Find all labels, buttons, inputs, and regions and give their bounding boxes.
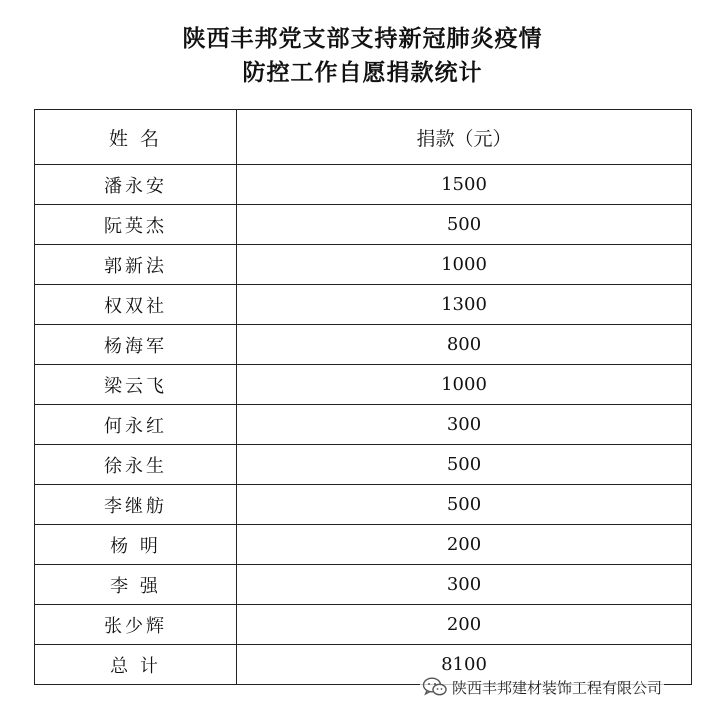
table-row: [35, 325, 692, 365]
table-row: [35, 525, 692, 565]
donation-amount: 1000: [237, 245, 692, 285]
table-row: [35, 445, 692, 485]
donation-amount: 300: [237, 405, 692, 445]
donor-name: 潘永安: [35, 165, 237, 205]
donor-name: 杨 明: [35, 525, 237, 565]
donor-name: 阮英杰: [35, 205, 237, 245]
table-row: [35, 205, 692, 245]
donor-name: 李 强: [35, 565, 237, 605]
table-row: [35, 245, 692, 285]
table-row: [35, 285, 692, 325]
table-row: [35, 365, 692, 405]
donation-amount: 200: [237, 605, 692, 645]
donor-name: 李继舫: [35, 485, 237, 525]
watermark: [420, 676, 664, 698]
table-header-row: [35, 110, 692, 165]
watermark-text: 陕西丰邦建材装饰工程有限公司: [452, 678, 663, 697]
donation-amount: 1500: [237, 165, 692, 205]
donation-amount: 500: [237, 485, 692, 525]
donation-amount: 300: [237, 565, 692, 605]
total-label: 总 计: [35, 645, 237, 685]
donor-name: 郭新法: [35, 245, 237, 285]
wechat-icon: [422, 677, 448, 697]
donation-amount: 1000: [237, 365, 692, 405]
table-row: [35, 165, 692, 205]
donation-amount: 200: [237, 525, 692, 565]
document-title-line2: 防控工作自愿捐款统计: [242, 60, 483, 86]
donation-amount: 1300: [237, 285, 692, 325]
donor-name: 何永红: [35, 405, 237, 445]
total-amount: 8100: [237, 645, 692, 685]
donor-name: 徐永生: [35, 445, 237, 485]
donation-amount: 500: [237, 205, 692, 245]
document-title-line1: 陕西丰邦党支部支持新冠肺炎疫情: [182, 26, 543, 52]
table-row: [35, 485, 692, 525]
donor-name: 张少辉: [35, 605, 237, 645]
donor-name: 梁云飞: [35, 365, 237, 405]
donation-table: [34, 109, 692, 685]
table-row: [35, 605, 692, 645]
table-row: [35, 565, 692, 605]
donation-amount: 800: [237, 325, 692, 365]
table-row: [35, 405, 692, 445]
donor-name: 权双社: [35, 285, 237, 325]
donation-amount: 500: [237, 445, 692, 485]
header-name: 姓 名: [35, 110, 237, 165]
donor-name: 杨海军: [35, 325, 237, 365]
header-amount: 捐款（元）: [237, 110, 692, 165]
